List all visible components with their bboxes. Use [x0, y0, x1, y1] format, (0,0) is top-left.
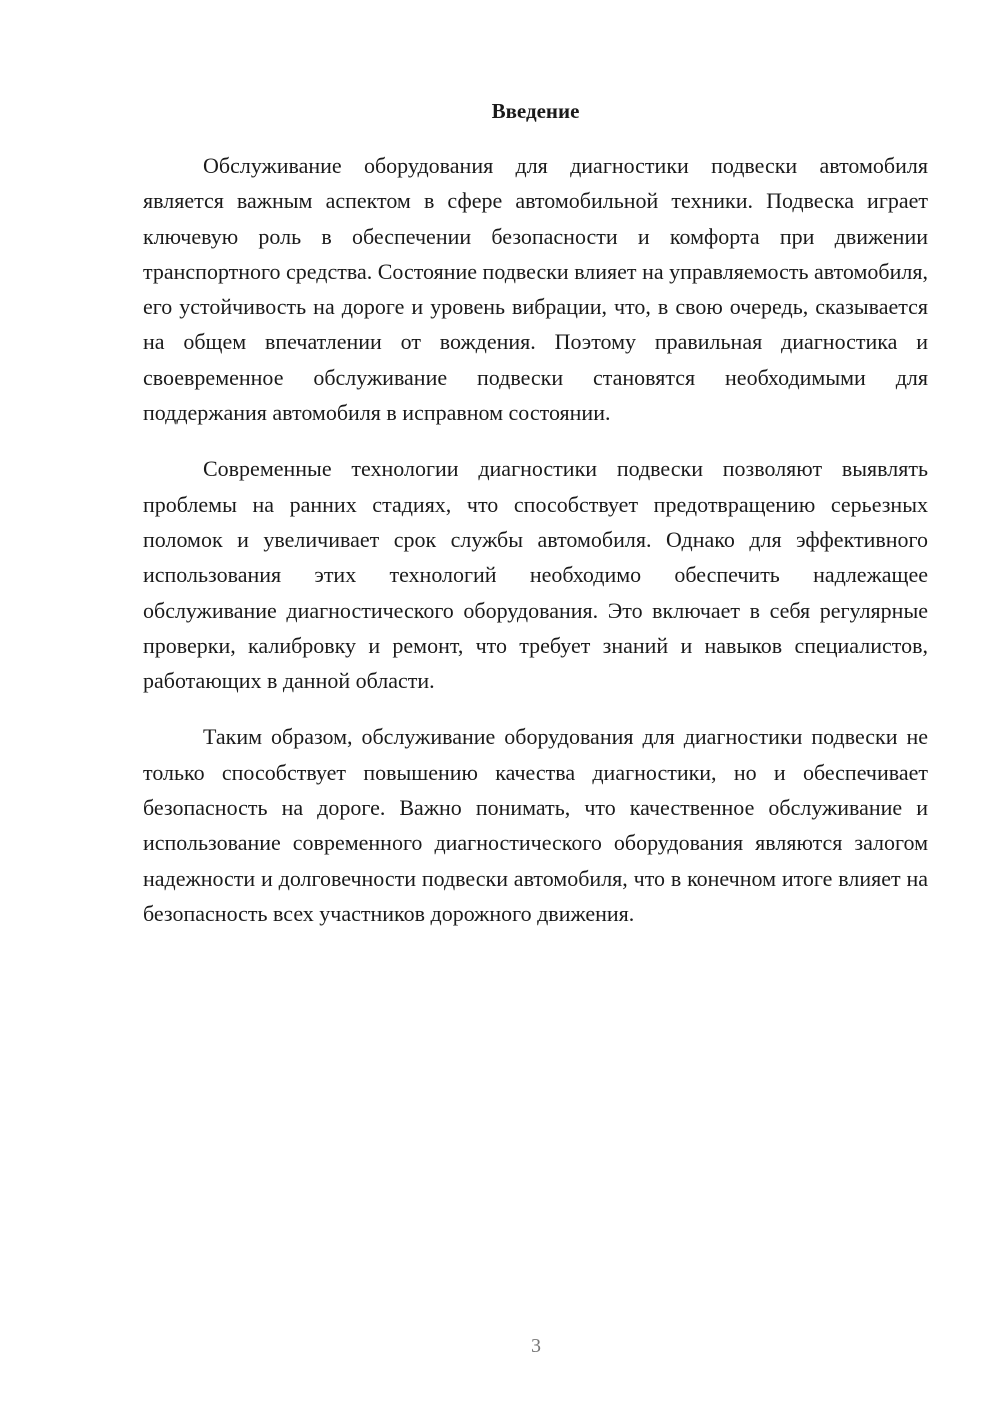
page-number: 3: [531, 1335, 541, 1357]
paragraph-1: Обслуживание оборудования для диагностики подвески автомобиля является важным аспектом в сфере автомобильной техники. Подвеска играет ключевую роль в обеспечении безопасности и комфорта при движении транспортного средства. Состояние подвески влияет на управляемость автомобиля, его устойчивость на дороге и уровень вибрации, что, в свою очередь, сказывается на общем впечатлении от вождения. Поэтому правильная диагностика и своевременное обслуживание подвески становятся необходимыми для поддержания автомобиля в исправном состоянии.: [143, 153, 928, 426]
section-heading: Введение: [491, 99, 580, 123]
paragraph-3: Таким образом, обслуживание оборудования для диагностики подвески не только способствует повышению качества диагностики, но и обеспечивает безопасность на дороге. Важно понимать, что качественное обслуживание и использование современного диагностического оборудования являются залогом надежности и долговечности подвески автомобиля, что в конечном итоге влияет на безопасность всех участников дорожного движения.: [143, 724, 928, 926]
paragraph-2: Современные технологии диагностики подвески позволяют выявлять проблемы на ранних стадиях, что способствует предотвращению серьезных поломок и увеличивает срок службы автомобиля. Однако для эффективного использования этих технологий необходимо обеспечить надлежащее обслуживание диагностического оборудования. Это включает в себя регулярные проверки, калибровку и ремонт, что требует знаний и навыков специалистов, работающих в данной области.: [143, 456, 928, 694]
page-content: [143, 92, 928, 952]
